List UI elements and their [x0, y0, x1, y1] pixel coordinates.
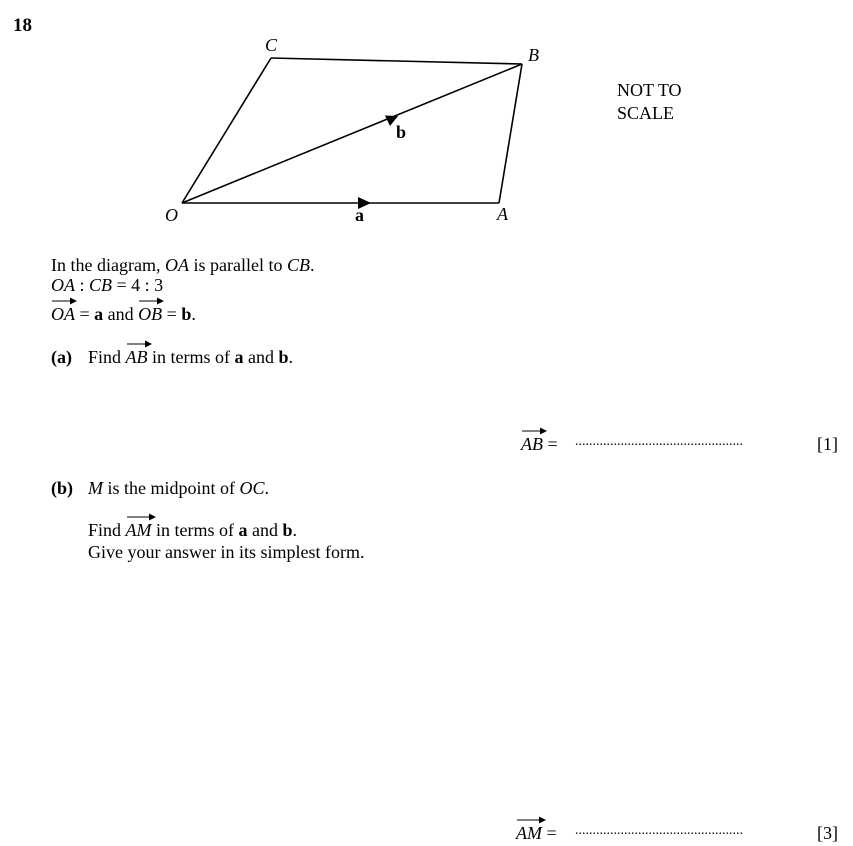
not-to-scale-note	[617, 79, 682, 125]
label-O: O	[165, 205, 178, 225]
period: .	[191, 304, 196, 324]
bold-b: b	[278, 347, 289, 367]
part-b-instruction: Give your answer in its simplest form.	[88, 542, 365, 562]
vector-arrow-icon	[126, 340, 152, 348]
vector-AM: AM	[126, 520, 152, 541]
part-a-text: and	[243, 347, 279, 367]
edge-OB	[182, 64, 522, 203]
equals: =	[75, 304, 95, 324]
intro-text: is parallel to	[188, 255, 287, 275]
point-M: M	[88, 478, 103, 498]
part-b-text: is the midpoint of	[103, 478, 240, 498]
part-a-label: (a)	[51, 347, 72, 367]
ratio-CB: CB	[89, 275, 113, 295]
bold-b: b	[181, 304, 192, 324]
part-a-question	[88, 347, 293, 368]
equals: =	[162, 304, 182, 324]
part-b-text: .	[264, 478, 270, 498]
note-line-2: SCALE	[617, 103, 675, 123]
part-b-statement	[88, 478, 269, 499]
segment-OC: OC	[239, 478, 265, 498]
question-number: 18	[13, 15, 32, 36]
note-line-1: NOT TO	[617, 80, 682, 100]
part-a-text: Find	[88, 347, 126, 367]
intro-text: In the diagram,	[51, 255, 165, 275]
intro-vectors	[51, 304, 196, 325]
intro-line-1	[51, 255, 314, 276]
part-b-text: and	[247, 520, 283, 540]
part-b-answer-dots[interactable]: ................................................	[575, 823, 743, 838]
ratio-colon: :	[75, 275, 90, 295]
bold-b: b	[282, 520, 293, 540]
label-vector-b: b	[396, 122, 407, 142]
label-C: C	[265, 35, 278, 55]
bold-a: a	[238, 520, 248, 540]
intro-text: .	[309, 255, 315, 275]
ratio-values: = 4 : 3	[112, 275, 164, 295]
vector-OB: OB	[138, 304, 162, 325]
answer-equals: =	[542, 823, 557, 843]
part-a-answer-dots[interactable]: ................................................	[575, 434, 743, 449]
answer-equals: =	[543, 434, 558, 454]
label-vector-a: a	[355, 205, 364, 225]
answer-vector-AM: AM	[516, 823, 542, 844]
part-b-question	[88, 520, 297, 541]
part-a-marks: [1]	[817, 434, 838, 454]
label-B: B	[528, 45, 539, 65]
edge-CB	[271, 58, 522, 64]
label-A: A	[497, 204, 508, 224]
part-b-text: in terms of	[151, 520, 239, 540]
and-text: and	[103, 304, 139, 324]
part-b-text: Find	[88, 520, 126, 540]
part-a-text: in terms of	[147, 347, 235, 367]
vector-arrow-icon	[521, 427, 547, 435]
edge-OC	[182, 58, 271, 203]
part-a-text: .	[288, 347, 294, 367]
parallelogram-diagram	[0, 0, 853, 240]
intro-ratio	[51, 275, 163, 296]
vector-AB: AB	[126, 347, 148, 368]
bold-a: a	[94, 304, 104, 324]
part-a-answer-line[interactable]	[521, 434, 558, 455]
part-b-marks: [3]	[817, 823, 838, 843]
segment-CB: CB	[286, 255, 310, 275]
segment-OA: OA	[164, 255, 189, 275]
edge-BA	[499, 64, 522, 203]
ratio-OA: OA	[51, 275, 75, 295]
vector-OA: OA	[51, 304, 75, 325]
bold-a: a	[234, 347, 244, 367]
vector-arrow-icon	[516, 816, 546, 824]
part-b-text: .	[292, 520, 298, 540]
vector-arrow-icon	[138, 297, 164, 305]
vector-arrow-icon	[51, 297, 77, 305]
part-b-label: (b)	[51, 478, 73, 498]
part-b-answer-line[interactable]	[516, 823, 557, 844]
answer-vector-AB: AB	[521, 434, 543, 455]
vector-arrow-icon	[126, 513, 156, 521]
